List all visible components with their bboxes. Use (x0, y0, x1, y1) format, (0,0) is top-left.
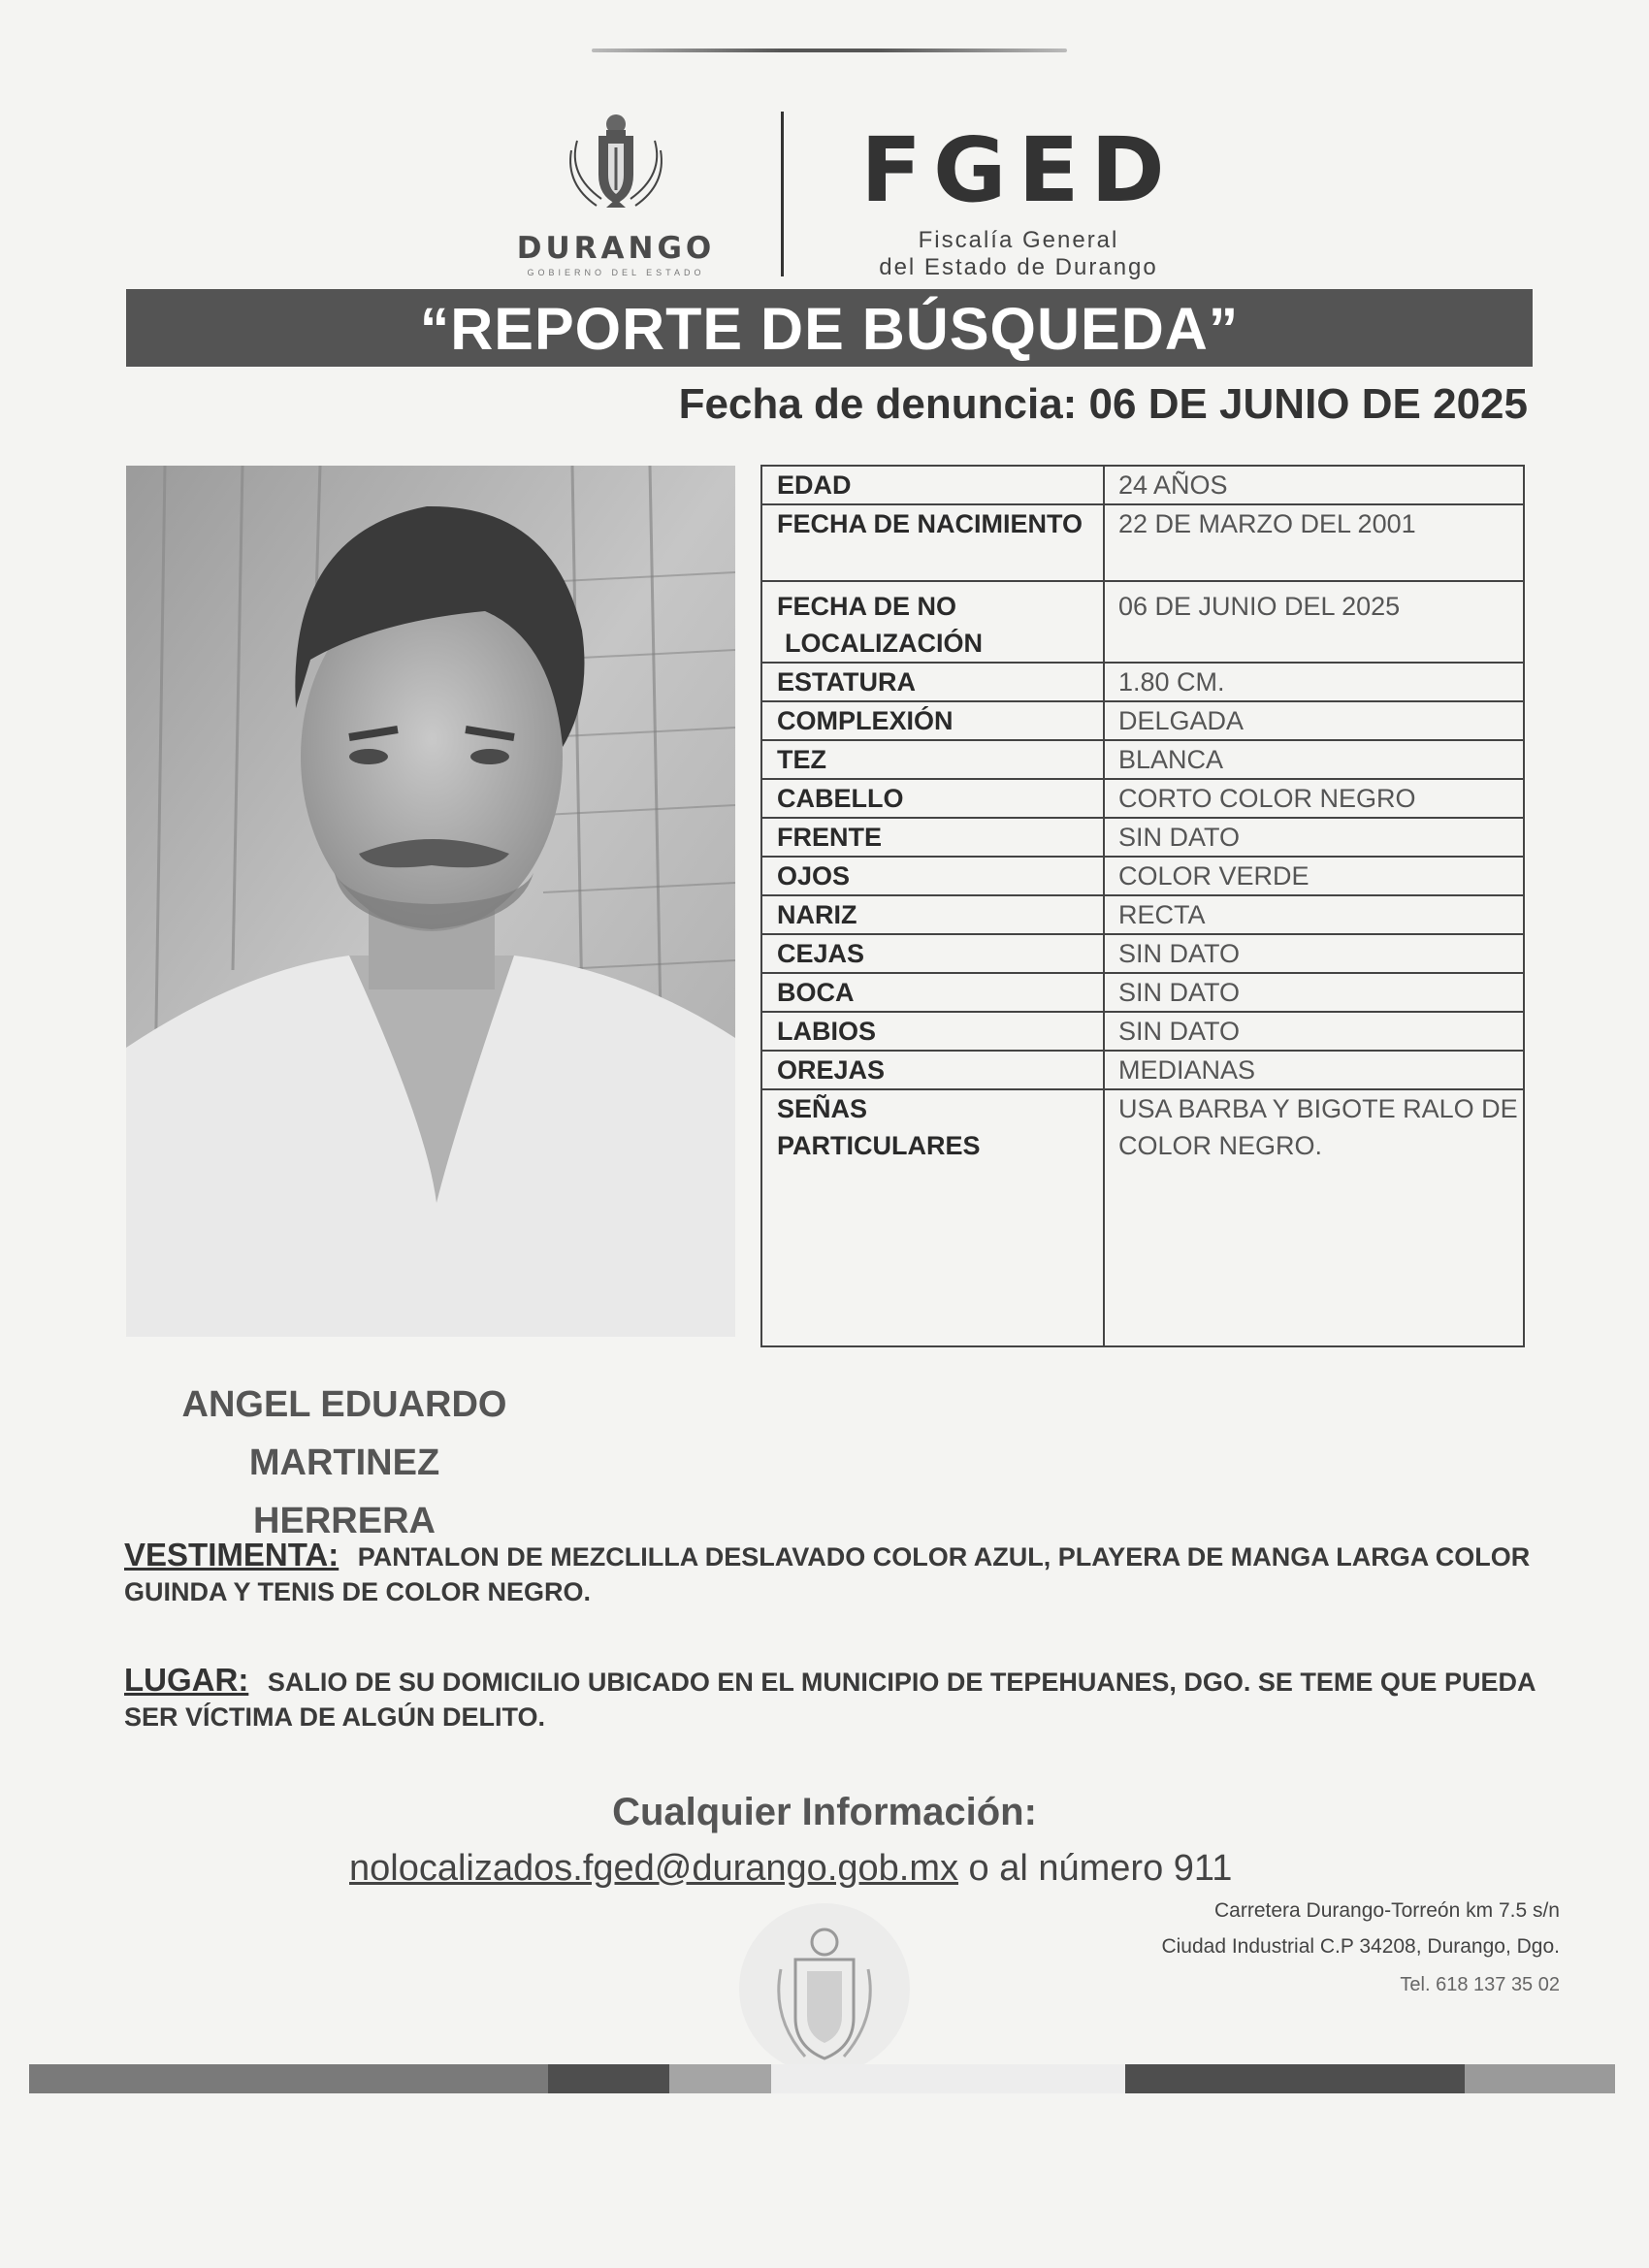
table-row (761, 1012, 1524, 1051)
detail-value: 1.80 CM. (1104, 663, 1524, 701)
contact-email-link[interactable]: nolocalizados.fged@durango.gob.mx (349, 1848, 958, 1889)
detail-value: COLOR VERDE (1104, 857, 1524, 895)
report-title-banner: “REPORTE DE BÚSQUEDA” (126, 289, 1533, 367)
table-row (761, 663, 1524, 701)
clothing-heading: VESTIMENTA: (124, 1537, 340, 1572)
contact-line (349, 1848, 1319, 1890)
detail-label: OJOS (761, 857, 1104, 895)
table-row (761, 466, 1524, 504)
detail-value (1104, 1089, 1524, 1346)
table-row (761, 1051, 1524, 1089)
person-name-line2: MARTINEZ HERRERA (248, 1442, 440, 1541)
table-row (761, 818, 1524, 857)
table-row (761, 934, 1524, 973)
detail-label-line2: PARTICULARES (777, 1131, 981, 1160)
detail-label: LABIOS (761, 1012, 1104, 1051)
detail-value: CORTO COLOR NEGRO (1104, 779, 1524, 818)
detail-value-line2: COLOR NEGRO. (1118, 1131, 1323, 1160)
header (466, 107, 1203, 281)
detail-label-line1: FECHA DE NO (777, 592, 957, 621)
footer-bar-segment (669, 2064, 771, 2093)
table-row (761, 857, 1524, 895)
footer-bar-segment (1465, 2064, 1615, 2093)
detail-label-line2: LOCALIZACIÓN (785, 629, 983, 658)
missing-person-photo (126, 466, 735, 1337)
table-row (761, 581, 1524, 663)
detail-label: NARIZ (761, 895, 1104, 934)
agency-name-line2: del Estado de Durango (879, 254, 1158, 280)
detail-value: BLANCA (1104, 740, 1524, 779)
agency-acronym: FGED (860, 118, 1177, 222)
detail-label: CEJAS (761, 934, 1104, 973)
agency-name-line1: Fiscalía General (918, 227, 1119, 253)
fged-crest-watermark-icon (737, 1892, 912, 2086)
durango-crest-icon (558, 107, 674, 218)
detail-value: MEDIANAS (1104, 1051, 1524, 1089)
top-rule (592, 49, 1067, 52)
detail-label (761, 1089, 1104, 1346)
detail-label: ESTATURA (761, 663, 1104, 701)
location-text: SALIO DE SU DOMICILIO UBICADO EN EL MUNICIPIO DE TEPEHUANES, DGO. SE TEME QUE PUEDA SER VÍCTIMA DE ALGÚN DELITO. (124, 1668, 1536, 1732)
address-phone: Tel. 618 137 35 02 (1400, 1974, 1560, 1995)
detail-value: SIN DATO (1104, 934, 1524, 973)
table-row (761, 504, 1524, 581)
detail-value: DELGADA (1104, 701, 1524, 740)
person-photo-icon (126, 466, 735, 1337)
detail-value: SIN DATO (1104, 1012, 1524, 1051)
table-row (761, 973, 1524, 1012)
person-name (155, 1376, 534, 1550)
header-divider (781, 112, 784, 276)
detail-value: SIN DATO (1104, 973, 1524, 1012)
table-row (761, 779, 1524, 818)
detail-label: FECHA DE NACIMIENTO (761, 504, 1104, 581)
detail-label: BOCA (761, 973, 1104, 1012)
detail-value-line1: USA BARBA Y BIGOTE RALO DE (1118, 1094, 1518, 1123)
table-row (761, 1089, 1524, 1346)
footer-bar-segment (29, 2064, 548, 2093)
detail-label: OREJAS (761, 1051, 1104, 1089)
detail-label: COMPLEXIÓN (761, 701, 1104, 740)
detail-value: 06 DE JUNIO DEL 2025 (1104, 581, 1524, 663)
table-row (761, 740, 1524, 779)
location-section (124, 1663, 1540, 1734)
table-row (761, 895, 1524, 934)
detail-value: SIN DATO (1104, 818, 1524, 857)
person-name-line1: ANGEL EDUARDO (181, 1384, 507, 1425)
state-subtitle: GOBIERNO DEL ESTADO (527, 268, 705, 277)
footer-color-bar (29, 2064, 1615, 2093)
location-heading: LUGAR: (124, 1662, 249, 1698)
detail-label (761, 581, 1104, 663)
detail-value: RECTA (1104, 895, 1524, 934)
state-name: DURANGO (516, 231, 716, 266)
footer-bar-segment (1125, 2064, 1465, 2093)
person-details-table (760, 465, 1525, 1347)
detail-label: CABELLO (761, 779, 1104, 818)
detail-label: TEZ (761, 740, 1104, 779)
footer-bar-segment (548, 2064, 669, 2093)
clothing-text: PANTALON DE MEZCLILLA DESLAVADO COLOR AZUL, PLAYERA DE MANGA LARGA COLOR GUINDA Y TENIS DE COLOR NEGRO. (124, 1542, 1531, 1606)
detail-label: FRENTE (761, 818, 1104, 857)
detail-value: 22 DE MARZO DEL 2001 (1104, 504, 1524, 581)
clothing-section (124, 1538, 1540, 1609)
detail-label: EDAD (761, 466, 1104, 504)
complaint-date: Fecha de denuncia: 06 DE JUNIO DE 2025 (678, 380, 1528, 428)
address-line1: Carretera Durango-Torreón km 7.5 s/n (1214, 1899, 1560, 1922)
address-line2: Ciudad Industrial C.P 34208, Durango, Dgo. (1161, 1935, 1560, 1958)
table-row (761, 701, 1524, 740)
contact-phone-text: o al número 911 (957, 1848, 1233, 1889)
footer-bar-segment (771, 2064, 1125, 2093)
contact-title: Cualquier Información: (612, 1791, 1037, 1833)
detail-label-line1: SEÑAS (777, 1094, 868, 1123)
detail-value: 24 AÑOS (1104, 466, 1524, 504)
